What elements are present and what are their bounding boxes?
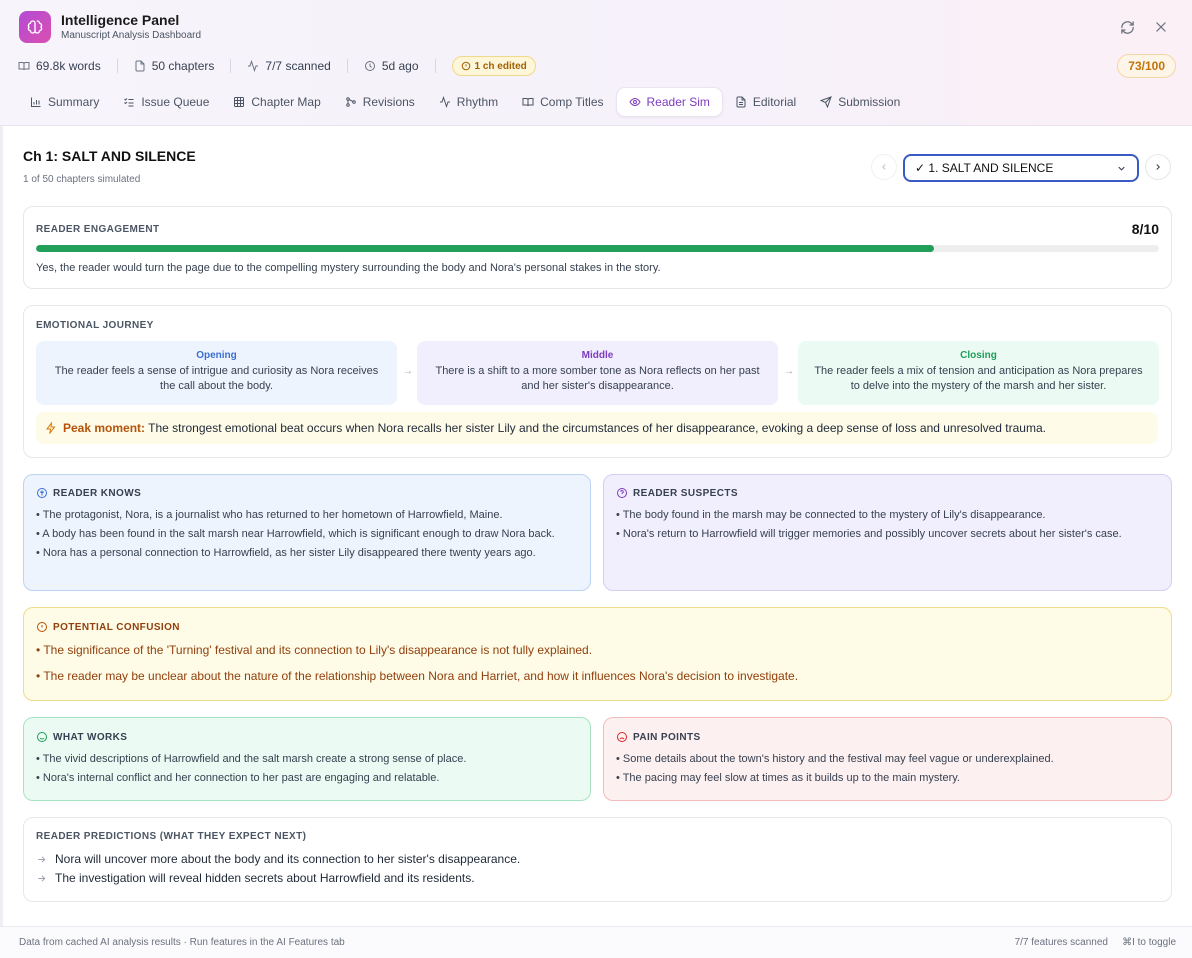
- clock-icon: [364, 60, 376, 72]
- refresh-icon: [1120, 20, 1135, 35]
- what-works-header: [36, 731, 578, 743]
- reader-knows-list: [36, 508, 578, 561]
- stat-updated: [364, 59, 419, 73]
- reader-knows-label: READER KNOWS: [53, 487, 142, 499]
- edited-badge[interactable]: [452, 56, 536, 76]
- simulation-progress: 1 of 50 chapters simulated: [23, 174, 141, 185]
- tab-editorial[interactable]: [723, 87, 808, 117]
- prediction-text: Nora will uncover more about the body and its connection to her sister's disappearance.: [55, 852, 521, 866]
- stat-words: [18, 59, 101, 73]
- edited-badge-label: 1 ch edited: [474, 60, 527, 72]
- app-subtitle: Manuscript Analysis Dashboard: [61, 30, 202, 41]
- reader-knows-header: [36, 487, 578, 499]
- tab-submission[interactable]: [808, 87, 912, 117]
- footer-info: Data from cached AI analysis results · Run features in the AI Features tab: [19, 937, 345, 948]
- tab-label: Rhythm: [456, 95, 499, 109]
- peak-moment: [36, 412, 1158, 444]
- tab-label: Issue Queue: [141, 95, 210, 109]
- pain-points-header: [616, 731, 1159, 743]
- arrow-right-icon: [36, 873, 47, 884]
- arrow-right-icon: →: [784, 366, 794, 377]
- tab-label: Comp Titles: [540, 95, 604, 109]
- brain-icon: [19, 11, 51, 43]
- engagement-label: READER ENGAGEMENT: [36, 224, 160, 235]
- predictions-label: READER PREDICTIONS (WHAT THEY EXPECT NEXT): [36, 831, 307, 842]
- divider: [435, 59, 436, 73]
- manuscript-stats: [18, 56, 536, 76]
- journey-closing: [798, 341, 1159, 405]
- tab-bar: [18, 87, 912, 117]
- arrow-right-icon: [36, 854, 47, 865]
- divider: [117, 59, 118, 73]
- engagement-bar: [36, 245, 1159, 252]
- engagement-text: Yes, the reader would turn the page due to the compelling mystery surrounding the body and Nora's personal stakes in the story.: [36, 262, 661, 274]
- divider: [230, 59, 231, 73]
- send-icon: [820, 96, 832, 108]
- reader-suspects-list: [616, 508, 1159, 542]
- tab-label: Summary: [48, 95, 100, 109]
- chevron-left-icon: [879, 162, 889, 172]
- potential-confusion-card: [23, 607, 1172, 701]
- reader-sim-content: [0, 126, 1192, 926]
- activity-icon: [247, 60, 259, 72]
- tab-chapter-map[interactable]: [221, 87, 332, 117]
- prev-chapter-button[interactable]: [871, 154, 897, 180]
- tab-reader-sim[interactable]: [616, 87, 723, 117]
- git-branch-icon: [345, 96, 357, 108]
- opening-text: The reader feels a sense of intrigue and curiosity as Nora receives the call about the body.: [54, 365, 379, 392]
- bar-chart-icon: [30, 96, 42, 108]
- closing-text: The reader feels a mix of tension and anticipation as Nora prepares to delve into the mystery of the marsh and her sister.: [814, 365, 1143, 392]
- confusion-label: POTENTIAL CONFUSION: [53, 621, 180, 633]
- stat-scanned: [247, 59, 330, 73]
- reader-knows-card: [23, 474, 591, 591]
- stat-chapters-value: 50 chapters: [151, 59, 215, 73]
- pain-points-card: [603, 717, 1172, 801]
- journey-label: EMOTIONAL JOURNEY: [36, 320, 154, 331]
- grid-icon: [233, 96, 245, 108]
- engagement-score: 8/10: [1131, 221, 1159, 237]
- alert-circle-icon: [461, 61, 471, 71]
- prediction-item: [36, 852, 1159, 866]
- middle-title: Middle: [581, 350, 614, 361]
- stat-chapters: [134, 59, 215, 73]
- question-circle-icon: [616, 487, 628, 499]
- chevron-right-icon: [1153, 162, 1163, 172]
- prediction-item: [36, 871, 1159, 885]
- tab-summary[interactable]: [18, 87, 111, 117]
- list-item: • A body has been found in the salt marsh near Harrowfield, which is significant enough to draw Nora back.: [36, 528, 555, 540]
- file-text-icon: [735, 96, 747, 108]
- prediction-text: The investigation will reveal hidden secrets about Harrowfield and its residents.: [55, 871, 475, 885]
- smile-icon: [36, 731, 48, 743]
- list-item: • Some details about the town's history and the festival may feel vague or underexplained.: [616, 753, 1054, 765]
- list-item: • The protagonist, Nora, is a journalist who has returned to her hometown of Harrowfield, Maine.: [36, 509, 503, 521]
- tab-issue-queue[interactable]: [111, 87, 221, 117]
- tab-label: Revisions: [362, 95, 415, 109]
- list-item: • Nora's internal conflict and her connection to her past are engaging and relatable.: [36, 772, 440, 784]
- tab-label: Editorial: [752, 95, 797, 109]
- brain-icon: [36, 487, 48, 499]
- engagement-bar-fill: [36, 245, 934, 252]
- chapter-select-value: ✓ 1. SALT AND SILENCE: [915, 161, 1054, 175]
- reader-suspects-header: [616, 487, 1159, 499]
- manuscript-score-badge: 73/100: [1117, 54, 1176, 78]
- list-item: • The vivid descriptions of Harrowfield and the salt marsh create a strong sense of place.: [36, 753, 467, 765]
- tab-comp-titles[interactable]: [510, 87, 615, 117]
- opening-title: Opening: [196, 350, 237, 361]
- what-works-card: [23, 717, 591, 801]
- reader-suspects-label: READER SUSPECTS: [633, 487, 738, 499]
- list-item: • Nora's return to Harrowfield will trigger memories and possibly uncover secrets about her sister's case.: [616, 528, 1122, 540]
- tab-label: Chapter Map: [251, 95, 321, 109]
- confusion-list: [36, 643, 1159, 684]
- list-item: • The reader may be unclear about the nature of the relationship between Nora and Harriet, and how it influences Nora's decision to investigate.: [36, 669, 799, 683]
- stat-words-value: 69.8k words: [36, 59, 101, 73]
- pain-points-label: PAIN POINTS: [633, 731, 701, 743]
- alert-circle-icon: [36, 621, 48, 633]
- close-icon: [1154, 20, 1168, 34]
- chevron-down-icon: [1116, 163, 1127, 174]
- list-check-icon: [123, 96, 135, 108]
- refresh-button[interactable]: [1118, 18, 1136, 36]
- peak-label: Peak moment:: [63, 421, 146, 435]
- emotional-journey-card: [23, 305, 1172, 458]
- journey-opening: [36, 341, 397, 405]
- app-title: Intelligence Panel: [61, 12, 180, 28]
- divider: [347, 59, 348, 73]
- footer-scanned: 7/7 features scanned: [1014, 937, 1108, 948]
- frown-icon: [616, 731, 628, 743]
- journey-middle: [417, 341, 778, 405]
- tab-label: Reader Sim: [646, 95, 710, 109]
- file-icon: [134, 60, 146, 72]
- tab-rhythm[interactable]: [427, 87, 510, 117]
- middle-text: There is a shift to a more somber tone as Nora reflects on her past and her sister's disappearance.: [435, 365, 760, 392]
- arrow-right-icon: →: [403, 366, 413, 377]
- confusion-header: [36, 621, 1159, 633]
- panel-footer: [0, 926, 1192, 958]
- engagement-card: [23, 206, 1172, 289]
- reader-predictions-card: [23, 817, 1172, 902]
- next-chapter-button[interactable]: [1145, 154, 1171, 180]
- peak-text: The strongest emotional beat occurs when Nora recalls her sister Lily and the circumstances of her disappearance, evoking a deep sense of loss and unresolved trauma.: [148, 421, 1046, 435]
- stat-scanned-value: 7/7 scanned: [265, 59, 331, 73]
- list-item: • The pacing may feel slow at times as it builds up to the main mystery.: [616, 772, 960, 784]
- pain-points-list: [616, 752, 1159, 786]
- book-icon: [18, 60, 30, 72]
- chapter-select[interactable]: [903, 154, 1139, 182]
- toggle-shortcut-hint: ⌘I to toggle: [1122, 937, 1176, 948]
- tab-revisions[interactable]: [333, 87, 427, 117]
- what-works-label: WHAT WORKS: [53, 731, 128, 743]
- panel-header: [0, 0, 1192, 126]
- tab-label: Submission: [838, 95, 901, 109]
- list-item: • The body found in the marsh may be connected to the mystery of Lily's disappearance.: [616, 509, 1046, 521]
- activity-icon: [439, 96, 451, 108]
- book-open-icon: [522, 96, 534, 108]
- list-item: • The significance of the 'Turning' festival and its connection to Lily's disappearance is not fully explained.: [36, 643, 593, 657]
- lightning-icon: [45, 422, 57, 434]
- stat-updated-value: 5d ago: [381, 59, 419, 73]
- close-button[interactable]: [1152, 18, 1170, 36]
- closing-title: Closing: [960, 350, 997, 361]
- what-works-list: [36, 752, 578, 786]
- chapter-title: Ch 1: SALT AND SILENCE: [23, 148, 196, 164]
- reader-suspects-card: [603, 474, 1172, 591]
- list-item: • Nora has a personal connection to Harrowfield, as her sister Lily disappeared there twenty years ago.: [36, 547, 536, 559]
- eye-icon: [629, 96, 641, 108]
